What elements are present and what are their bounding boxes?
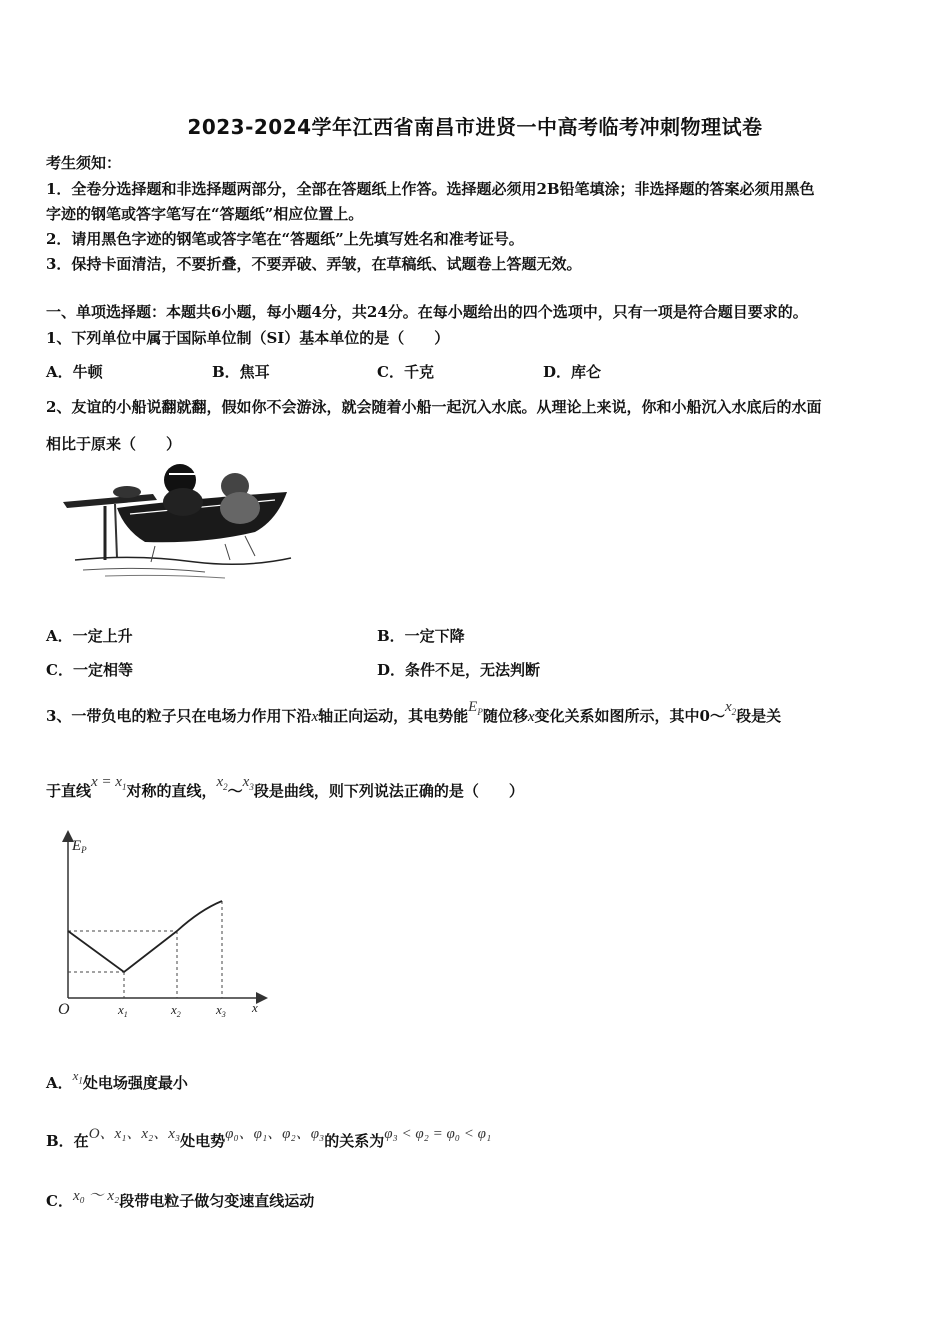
graph-x-axis-label: x (252, 1000, 258, 1015)
ep-curve-segment (177, 901, 222, 931)
notice-heading: 考生须知： (46, 154, 122, 172)
q3-stem-line-1: 3、一带负电的粒子只在电场力作用下沿x轴正向运动，其电势能$E_P$随位移x变化关系如图所示，其中$0\sim x_2$段是关 (46, 699, 782, 725)
notice-item-1-line-1: 1．全卷分选择题和非选择题两部分，全部在答题纸上作答。选择题必须用2B铅笔填涂；非选择题的答案必须用黑色 (46, 180, 815, 198)
section-heading: 一、单项选择题：本题共6小题，每小题4分，共24分。在每小题给出的四个选项中，只有一项是符合题目要求的。 (46, 303, 808, 321)
q3-ep-x-graph (50, 828, 280, 1028)
q2-stem-line-1: 2、友谊的小船说翻就翻，假如你不会游泳，就会随着小船一起沉入水底。从理论上来说，你和小船沉入水底后的水面 (46, 398, 822, 416)
graph-origin-label: O (58, 1001, 70, 1018)
q2-stem-line-2: 相比于原来（ ） (46, 435, 182, 453)
q2-option-a: A．一定上升 (46, 627, 133, 645)
graph-x2-label: $x_2$ (171, 1002, 181, 1019)
notice-item-2: 2．请用黑色字迹的钢笔或答字笔在“答题纸”上先填写姓名和准考证号。 (46, 230, 524, 248)
graph-x3-label: $x_3$ (216, 1002, 226, 1019)
q3-option-a: A．$x_1$处电场强度最小 (46, 1068, 188, 1092)
ep-line-segment (68, 931, 177, 972)
q1-option-c: C．千克 (377, 363, 434, 381)
q3-option-b: B．在O、x₁、x₂、x₃处电势φ₀、φ₁、φ₂、φ₃的关系为φ₃ < φ₂ = φ₀ < φ₁ (46, 1126, 492, 1150)
graph-y-label: $E_P$ (72, 838, 87, 855)
q1-stem: 1、下列单位中属于国际单位制（SI）基本单位的是（ ） (46, 329, 450, 347)
q3-stem-line-2: 于直线$x = x_1$对称的直线，$x_2\sim x_3$段是曲线，则下列说法正确的是（ ） (46, 774, 524, 800)
q2-option-c: C．一定相等 (46, 661, 133, 679)
page-title: 2023-2024学年江西省南昌市进贤一中高考临考冲刺物理试卷 (187, 115, 763, 139)
q2-option-b: B．一定下降 (377, 627, 465, 645)
q1-option-a: A．牛顿 (46, 363, 103, 381)
q1-option-d: D．库仑 (543, 363, 602, 381)
graph-x1-label: $x_1$ (118, 1002, 128, 1019)
q2-option-d: D．条件不足，无法判断 (377, 661, 541, 679)
notice-item-3: 3．保持卡面清洁，不要折叠，不要弄破、弄皱，在草稿纸、试题卷上答题无效。 (46, 255, 582, 273)
notice-item-1-line-2: 字迹的钢笔或答字笔写在“答题纸”相应位置上。 (46, 205, 364, 223)
q3-option-c: C．x₀ ～ x₂段带电粒子做匀变速直线运动 (46, 1188, 315, 1210)
q1-option-b: B．焦耳 (212, 363, 270, 381)
sinking-boat-illustration (55, 458, 295, 583)
